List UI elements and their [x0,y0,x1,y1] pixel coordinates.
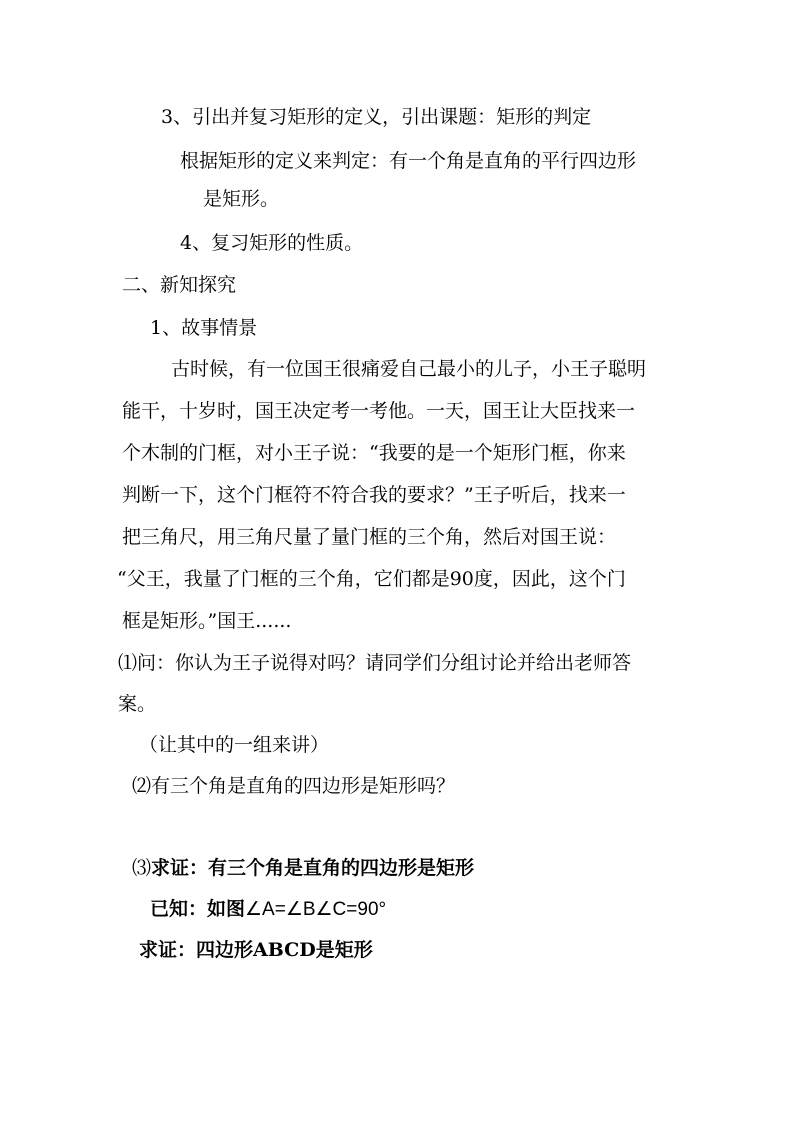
story-heading: 1、故事情景 [150,317,258,339]
question-1-note: （让其中的一组来讲） [139,734,330,756]
question-3-number: ⑶ [132,857,152,879]
story-paragraph-line: “父王，我量了门框的三个角，它们都是90度，因此，这个门 [117,568,626,590]
part-2-heading: 二、新知探究 [122,274,237,296]
question-1-cont: 案。 [118,693,157,715]
story-paragraph-line: 古时候，有一位国王很痛爱自己最小的儿子，小王子聪明 [171,358,647,380]
definition-text: 根据矩形的定义来判定：有一个角是直角的平行四边形 [180,150,637,172]
given-expression: ∠A=∠B∠C=90° [245,899,387,920]
story-paragraph-line: 框是矩形。”国王...... [122,610,292,632]
given-label: 已知：如图 [150,898,246,920]
prove-statement: 求证：四边形ABCD是矩形 [139,939,373,961]
question-3-title: 求证：有三个角是直角的四边形是矩形 [151,857,475,879]
section-4-heading: 4、复习矩形的性质。 [180,232,364,254]
question-3 [132,855,474,881]
section-3-heading: 3、引出并复习矩形的定义，引出课题：矩形的判定 [161,106,592,128]
story-paragraph-line: 把三角尺，用三角尺量了量门框的三个角，然后对国王说： [122,526,617,548]
story-paragraph-line: 能干，十岁时，国王决定考一考他。一天，国王让大臣找来一 [122,400,636,422]
story-paragraph-line: 判断一下，这个门框符不符合我的要求？”王子听后，找来一 [122,484,626,506]
given-statement [150,896,386,923]
question-1: ⑴问：你认为王子说得对吗？请同学们分组讨论并给出老师答 [118,652,632,674]
story-paragraph-line: 个木制的门框，对小王子说：“我要的是一个矩形门框，你来 [122,442,626,464]
question-2: ⑵有三个角是直角的四边形是矩形吗？ [132,775,456,797]
definition-text-cont: 是矩形。 [203,188,280,210]
